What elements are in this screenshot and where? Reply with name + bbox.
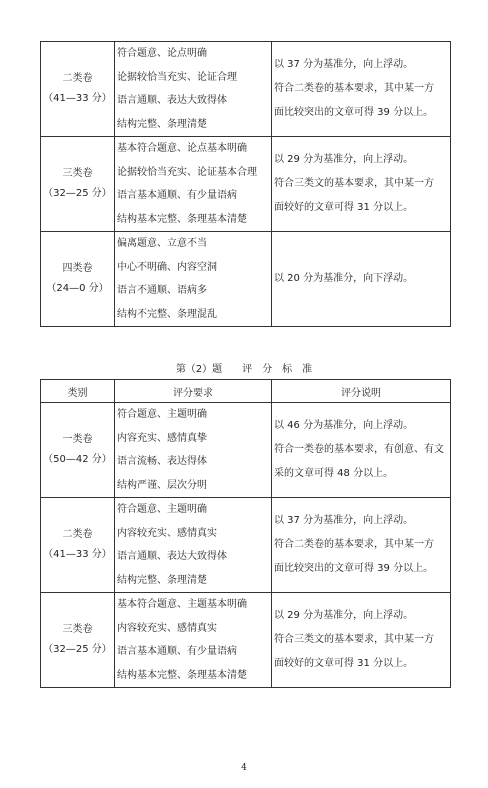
notes-cell [272,42,451,137]
note-line: 面比较突出的文章可得 39 分以上。 [274,107,434,118]
table-row [41,137,451,232]
requirements-cell [115,137,272,232]
category-cell [41,232,115,327]
table-row [41,42,451,137]
requirement-line: 内容较充实、感情真实 [117,622,217,634]
requirement-line: 基本符合题意、主题基本明确 [117,599,247,610]
note-line: 以 46 分为基准分，向上浮动。 [274,420,414,431]
header-notes: 评分说明 [272,380,451,403]
category-name: 一类卷 [62,434,93,445]
notes-cell [272,137,451,232]
header-requirements: 评分要求 [115,380,272,403]
scoring-table-continued [40,41,451,327]
page-number: 4 [241,763,247,773]
score-range: （41—33 分） [43,549,112,560]
note-line: 符合一类卷的基本要求，有创意、有文 [274,444,444,455]
table-row [41,593,451,688]
category-name: 二类卷 [62,73,93,84]
category-name: 四类卷 [62,263,93,274]
requirement-line: 符合题意、主题明确 [117,504,207,515]
requirement-line: 内容充实、感情真挚 [117,432,207,444]
score-range: （32—25 分） [43,644,112,655]
requirement-line: 结构基本完整、条理基本清楚 [117,213,247,225]
scoring-table [40,379,451,688]
requirement-line: 符合题意、论点明确 [117,48,207,59]
note-line: 采的文章可得 48 分以上。 [274,468,394,479]
notes-cell [272,593,451,688]
notes-cell [272,232,451,327]
header-category: 类别 [41,380,115,403]
note-line: 以 29 分为基准分，向上浮动。 [274,610,414,621]
category-cell [41,593,115,688]
requirements-cell [115,593,272,688]
category-name: 三类卷 [62,624,93,635]
requirements-cell [115,403,272,498]
requirement-line: 基本符合题意、论点基本明确 [117,143,247,154]
note-line: 以 20 分为基准分，向下浮动。 [274,273,414,284]
note-line: 以 29 分为基准分，向上浮动。 [274,154,414,165]
note-line: 面比较突出的文章可得 39 分以上。 [274,563,434,574]
note-line: 符合三类文的基本要求，其中某一方 [274,178,434,189]
requirements-cell [115,498,272,593]
category-cell [41,498,115,593]
requirement-line: 语言基本通顺、有少量语病 [117,646,237,657]
requirement-line: 偏离题意、立意不当 [117,238,207,249]
category-name: 三类卷 [62,168,93,179]
note-line: 面较好的文章可得 31 分以上。 [274,658,414,669]
category-name: 二类卷 [62,529,93,540]
note-line: 以 37 分为基准分，向上浮动。 [274,59,414,70]
table-body [41,403,451,688]
notes-cell [272,403,451,498]
note-line: 符合二类卷的基本要求，其中某一方 [274,539,434,550]
note-line: 以 37 分为基准分，向上浮动。 [274,515,414,526]
requirement-line: 符合题意、主题明确 [117,409,207,420]
requirement-line: 结构完整、条理清楚 [117,574,207,586]
table-title: 第（2）题 评 分 标 准 [175,364,313,375]
category-cell [41,137,115,232]
note-line: 符合三类文的基本要求，其中某一方 [274,634,434,645]
category-cell [41,403,115,498]
table-row [41,403,451,498]
requirement-line: 中心不明确、内容空洞 [117,261,217,273]
note-line: 面较好的文章可得 31 分以上。 [274,202,414,213]
score-range: （41—33 分） [43,93,112,104]
requirement-line: 语言流畅、表达得体 [117,456,207,467]
requirement-line: 结构严谨、层次分明 [117,479,207,491]
requirement-line: 语言通顺、表达大致得体 [117,551,227,562]
requirement-line: 内容较充实、感情真实 [117,527,217,539]
table-row [41,498,451,593]
requirement-line: 结构不完整、条理混乱 [117,308,217,320]
requirement-line: 结构基本完整、条理基本清楚 [117,669,247,681]
category-cell [41,42,115,137]
requirement-line: 语言不通顺、语病多 [117,285,207,296]
requirement-line: 结构完整、条理清楚 [117,118,207,130]
requirement-line: 语言通顺、表达大致得体 [117,95,227,106]
notes-cell [272,498,451,593]
table-body [41,42,451,327]
requirement-line: 语言基本通顺、有少量语病 [117,190,237,201]
score-range: （32—25 分） [43,188,112,199]
score-range: （50—42 分） [43,454,112,465]
score-range: （24—0 分） [46,283,109,294]
requirement-line: 论据较恰当充实、论证基本合理 [117,166,257,178]
note-line: 符合二类卷的基本要求，其中某一方 [274,83,434,94]
requirements-cell [115,42,272,137]
requirements-cell [115,232,272,327]
header-row [41,380,451,403]
requirement-line: 论据较恰当充实、论证合理 [117,71,237,83]
table-row [41,232,451,327]
